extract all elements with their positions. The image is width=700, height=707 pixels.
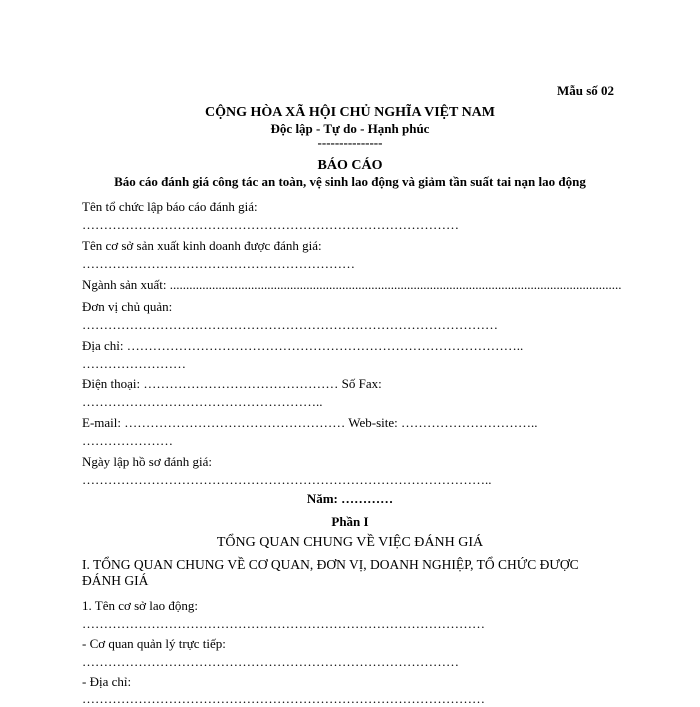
item-facility-name-label: 1. Tên cơ sở lao động: — [82, 598, 199, 613]
year-field: Năm: ………… — [306, 491, 394, 506]
item-address-line: ………………………………………………………………………………… — [82, 691, 485, 706]
industry-field: Ngành sản xuất: ........................................................................................................................................... — [82, 277, 622, 292]
date-fill-line: ………………………………………………………………………………….. — [82, 472, 492, 487]
org-label: Tên tổ chức lập báo cáo đánh giá: — [82, 199, 258, 214]
form-number: Mẫu số 02 — [557, 83, 615, 98]
item-address-label: - Địa chỉ: — [82, 674, 132, 689]
address-fill-line: …………………… — [82, 356, 186, 371]
national-title: CỘNG HÒA XÃ HỘI CHỦ NGHĨA VIỆT NAM — [204, 105, 495, 120]
fax-fill-line: ……………………………………………….. — [82, 394, 323, 409]
date-label: Ngày lập hồ sơ đánh giá: — [82, 454, 212, 469]
item-managing-agency-line: …………………………………………………………………………… — [82, 654, 459, 669]
org-fill-line: …………………………………………………………………………… — [82, 217, 459, 232]
website-fill-line: ………………… — [82, 433, 173, 448]
section-heading-continued: ĐÁNH GIÁ — [82, 573, 149, 588]
report-title: BÁO CÁO — [317, 158, 383, 173]
facility-label: Tên cơ sở sản xuất kinh doanh được đánh giá: — [82, 238, 322, 253]
address-field: Địa chỉ: ……………………………………………………………………………….. — [82, 338, 524, 353]
motto: Độc lập - Tự do - Hạnh phúc — [270, 121, 430, 136]
item-facility-name-line: ………………………………………………………………………………… — [82, 616, 485, 631]
section-heading: I. TỔNG QUAN CHUNG VỀ CƠ QUAN, ĐƠN VỊ, DOANH NGHIỆP, TỔ CHỨC ĐƯỢC — [82, 557, 579, 572]
email-website-field: E-mail: …………………………………………… Web-site: ………………………….. — [82, 415, 538, 430]
parent-unit-fill-line: …………………………………………………………………………………… — [82, 317, 498, 332]
phone-fax-field: Điện thoại: ……………………………………… Số Fax: — [82, 376, 382, 391]
facility-fill-line: ……………………………………………………… — [82, 256, 355, 271]
header-separator: --------------- — [317, 135, 383, 150]
parent-unit-label: Đơn vị chủ quản: — [82, 299, 173, 314]
part-title: TỔNG QUAN CHUNG VỀ VIỆC ĐÁNH GIÁ — [216, 535, 484, 550]
item-managing-agency-label: - Cơ quan quản lý trực tiếp: — [82, 636, 226, 651]
report-subtitle: Báo cáo đánh giá công tác an toàn, vệ sinh lao động và giảm tần suất tai nạn lao động — [114, 174, 586, 189]
part-label: Phần I — [331, 514, 369, 529]
